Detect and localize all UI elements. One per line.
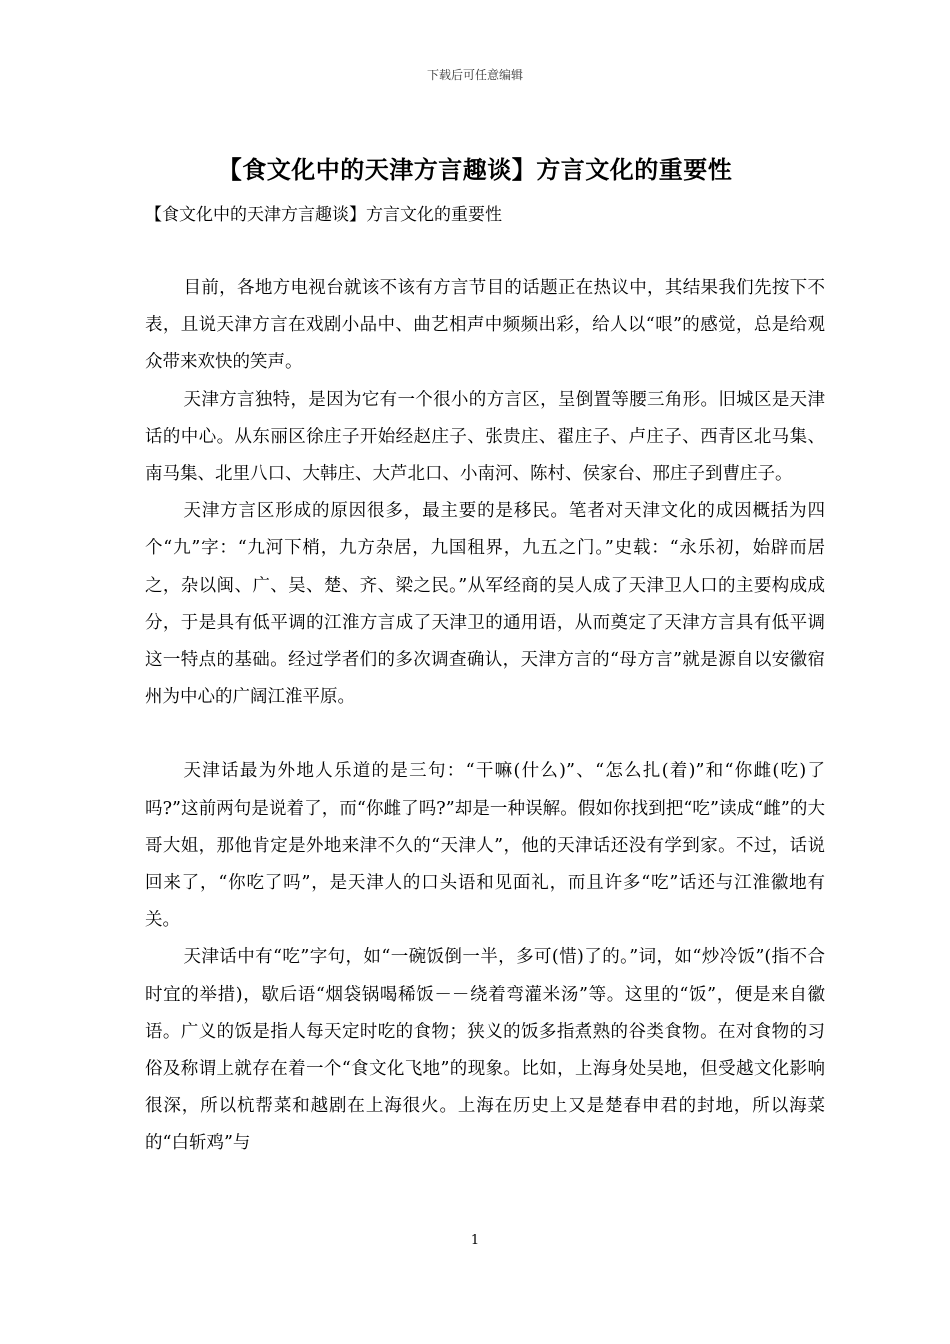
paragraph: 天津方言区形成的原因很多，最主要的是移民。笔者对天津文化的成因概括为四个“九”字：“九河下梢，九方杂居，九国租界，九五之门。”史载：“永乐初，始辟而居之，杂以闽、广、吴、楚、齐、梁之民。”从军经商的吴人成了天津卫人口的主要构成成分，于是具有低平调的江淮方言成了天津卫的通用语，从而奠定了天津方言具有低平调这一特点的基础。经过学者们的多次调查确认，天津方言的“母方言”就是源自以安徽宿州为中心的广阔江淮平原。 bbox=[145, 501, 825, 708]
document-title: 【食文化中的天津方言趣谈】方言文化的重要性 bbox=[217, 156, 733, 184]
page-header: 下载后可任意编辑 bbox=[426, 68, 523, 82]
paragraph: 天津话中有“吃”字句，如“一碗饭倒一半，多可(惜)了的。”词，如“炒冷饭”(指不合时宜的举措)，歇后语“烟袋锅喝稀饭－－绕着弯灌米汤”等。这里的“饭”，便是来自徽语。广义的饭是指人每天定时吃的食物；狭义的饭多指煮熟的谷类食物。在对食物的习俗及称谓上就存在着一个“食文化飞地”的现象。比如，上海身处吴地，但受越文化影响很深，所以杭帮菜和越剧在上海很火。上海在历史上又是楚春申君的封地，所以海菜的“白斩鸡”与 bbox=[145, 947, 825, 1154]
document-subtitle: 【食文化中的天津方言趣谈】方言文化的重要性 bbox=[145, 205, 502, 225]
document-body bbox=[145, 270, 825, 1163]
paragraph: 目前，各地方电视台就该不该有方言节目的话题正在热议中，其结果我们先按下不表，且说天津方言在戏剧小品中、曲艺相声中频频出彩，给人以“哏”的感觉，总是给观众带来欢快的笑声。 bbox=[145, 278, 825, 373]
page-number: 1 bbox=[470, 1233, 480, 1248]
paragraph: 天津话最为外地人乐道的是三句：“干嘛(什么)”、“怎么扎(着)”和“你雌(吃)了吗?”这前两句是说着了，而“你雌了吗?”却是一种误解。假如你找到把“吃”读成“雌”的大哥大姐，那他肯定是外地来津不久的“天津人”，他的天津话还没有学到家。不过，话说回来了，“你吃了吗”，是天津人的口头语和见面礼，而且许多“吃”话还与江淮徽地有关。 bbox=[145, 761, 825, 931]
paragraph: 天津方言独特，是因为它有一个很小的方言区，呈倒置等腰三角形。旧城区是天津话的中心。从东丽区徐庄子开始经赵庄子、张贵庄、翟庄子、卢庄子、西青区北马集、南马集、北里八口、大韩庄、大芦北口、小南河、陈村、侯家台、邢庄子到曹庄子。 bbox=[145, 389, 825, 485]
